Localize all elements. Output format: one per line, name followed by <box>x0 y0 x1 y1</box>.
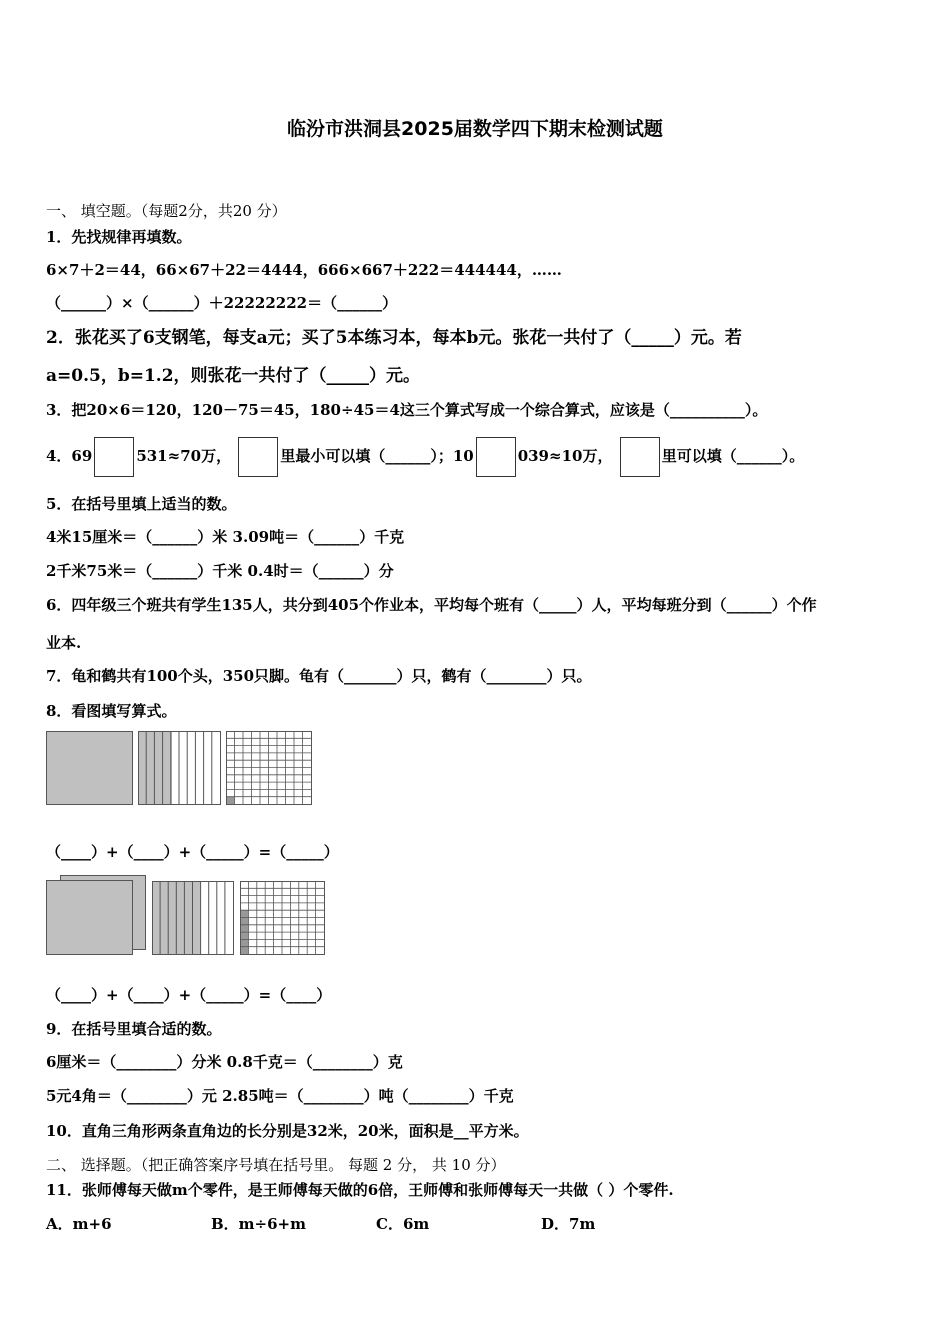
q4-part3: 里最小可以填（______）；10 <box>280 447 474 465</box>
option-d[interactable]: D．7m <box>541 1215 596 1233</box>
q4-part1: 4．69 <box>46 447 93 465</box>
q8-figure-1 <box>46 731 316 807</box>
q3: 3．把20×6＝120，120－75＝45，180÷45＝4这三个算式写成一个综合算式，应该是（__________）。 <box>46 401 768 419</box>
q9-line2: 5元4角＝（________）元 2.85吨＝（________）吨（________）千克 <box>46 1087 514 1105</box>
q1-line1: 6×7＋2＝44，66×67＋22＝4444，666×667＋222＝444444，…… <box>46 261 562 279</box>
q5-line2: 2千米75米＝（______）千米 0.4时＝（______）分 <box>46 562 394 580</box>
q4-part5: 里可以填（______）。 <box>661 447 805 465</box>
hundredths-grid <box>226 731 312 805</box>
hundredths-grid <box>240 881 325 955</box>
page-title: 临汾市洪洞县2025届数学四下期末检测试题 <box>287 118 663 140</box>
section-2-heading: 二、 选择题。（把正确答案序号填在括号里。 每题 2 分， 共 10 分） <box>46 1156 506 1174</box>
q6-line1: 6．四年级三个班共有学生135人，共分到405个作业本，平均每个班有（_____）人，平均每班分到（______）个作 <box>46 596 817 614</box>
q8-figure-2 <box>46 873 331 958</box>
tenths-strip <box>152 881 234 955</box>
answer-box[interactable] <box>476 437 516 477</box>
option-a[interactable]: A．m+6 <box>46 1215 112 1233</box>
q11-options <box>46 1214 706 1234</box>
whole-square <box>47 732 133 805</box>
whole-square-front <box>47 881 133 955</box>
q9-stem: 9．在括号里填合适的数。 <box>46 1020 222 1038</box>
q8-expression-1: （____）+（____）+（_____）=（_____） <box>46 843 339 861</box>
q7: 7．龟和鹤共有100个头，350只脚。龟有（_______）只，鹤有（________）只。 <box>46 667 592 685</box>
answer-box[interactable] <box>238 437 278 477</box>
q2-line1: 2．张花买了6支钢笔，每支a元；买了5本练习本，每本b元。张花一共付了（_____）元。若 <box>46 328 742 348</box>
q2-line2: a=0.5，b=1.2，则张花一共付了（_____）元。 <box>46 366 421 386</box>
answer-box[interactable] <box>620 437 660 477</box>
section-1-heading: 一、 填空题。（每题2分，共20 分） <box>46 202 287 220</box>
q1-line2: （______）×（______）＋22222222＝（______） <box>46 294 398 312</box>
q8-expression-2: （____）+（____）+（_____）=（____） <box>46 986 332 1004</box>
q4 <box>46 436 804 477</box>
answer-box[interactable] <box>94 437 134 477</box>
q10: 10．直角三角形两条直角边的长分别是32米，20米，面积是__平方米。 <box>46 1122 529 1140</box>
q9-line1: 6厘米＝（________）分米 0.8千克＝（________）克 <box>46 1053 403 1071</box>
option-b[interactable]: B．m÷6+m <box>211 1215 306 1233</box>
tenths-strip <box>138 731 221 805</box>
q5-stem: 5．在括号里填上适当的数。 <box>46 495 237 513</box>
option-c[interactable]: C．6m <box>376 1215 430 1233</box>
q8-stem: 8．看图填写算式。 <box>46 702 177 720</box>
q5-line1: 4米15厘米＝（______）米 3.09吨＝（______）千克 <box>46 528 405 546</box>
q4-part4: 039≈10万， <box>517 447 613 465</box>
q11-stem: 11．张师傅每天做m个零件，是王师傅每天做的6倍，王师傅和张师傅每天一共做（ ）个零件. <box>46 1181 674 1199</box>
q6-line2: 业本. <box>46 634 82 652</box>
q1-stem: 1．先找规律再填数。 <box>46 228 192 246</box>
q4-part2: 531≈70万， <box>136 447 232 465</box>
